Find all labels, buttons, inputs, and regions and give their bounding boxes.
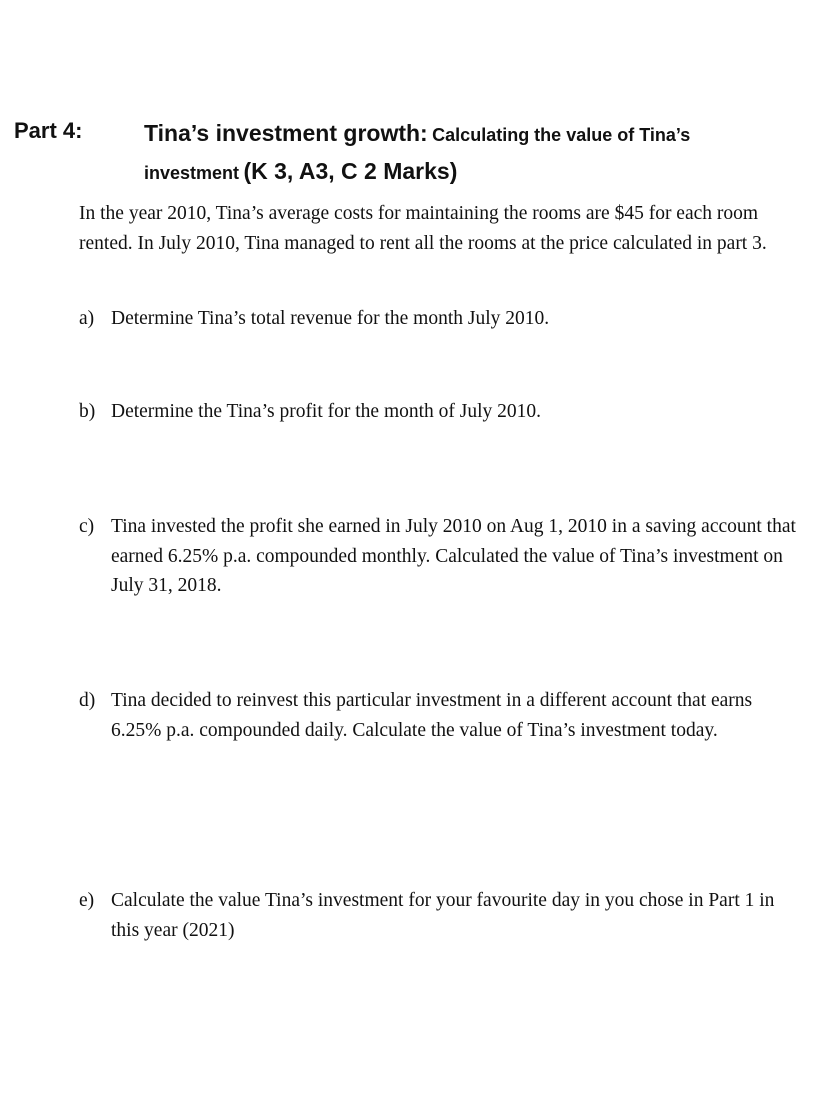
question-letter: c) [79, 516, 95, 537]
heading-subtitle-first: Calculating the value of Tina’s [432, 125, 691, 145]
question-text: Determine the Tina’s profit for the month of July 2010. [111, 401, 542, 422]
question-letter: e) [79, 890, 95, 911]
question-letter: a) [79, 308, 95, 329]
question-text: Tina decided to reinvest this particular investment in a different account that earns 6.25% p.a. compounded daily. Calculate the value of Tina’s investment today. [111, 690, 753, 741]
part-label: Part 4: [14, 118, 83, 143]
question-c [79, 512, 799, 601]
question-e [79, 886, 799, 945]
question-letter: b) [79, 401, 96, 422]
question-d [79, 686, 799, 745]
intro-paragraph: In the year 2010, Tina’s average costs for maintaining the rooms are $45 for each room rented. In July 2010, Tina managed to rent all the rooms at the price calculated in part 3. [79, 203, 767, 254]
section-heading [144, 116, 804, 192]
question-text: Determine Tina’s total revenue for the month July 2010. [111, 308, 550, 329]
heading-title: Tina’s investment growth: [144, 120, 428, 146]
question-text: Tina invested the profit she earned in July 2010 on Aug 1, 2010 in a saving account that earned 6.25% p.a. compounded monthly. Calculated the value of Tina’s investment on July 31, 2018. [111, 516, 796, 596]
question-text: Calculate the value Tina’s investment for your favourite day in you chose in Part 1 in this year (2021) [111, 890, 775, 941]
heading-subtitle-second: investment [144, 163, 240, 183]
question-a [79, 304, 799, 334]
question-letter: d) [79, 690, 96, 711]
heading-marks: (K 3, A3, C 2 Marks) [243, 158, 458, 184]
question-b [79, 397, 799, 427]
